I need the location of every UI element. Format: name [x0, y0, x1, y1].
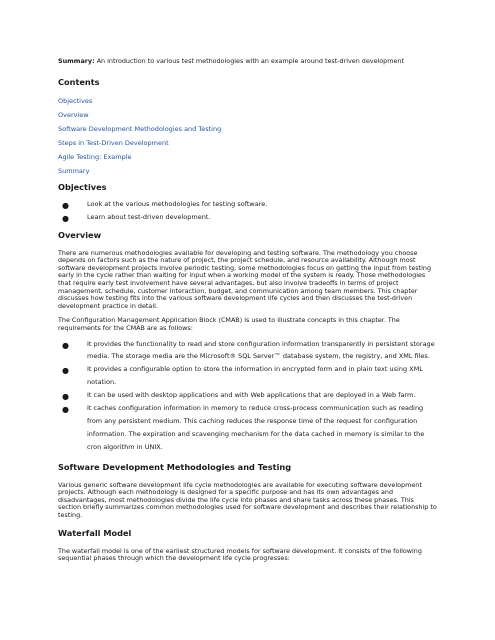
contents-heading: Contents	[58, 77, 100, 87]
toc-link-agile-example[interactable]: Agile Testing: Example	[58, 153, 132, 161]
list-item	[58, 389, 438, 402]
toc-link-overview[interactable]: Overview	[58, 111, 89, 119]
summary-text: An introduction to various test methodologies with an example around test-driven development	[94, 57, 404, 65]
list-item	[58, 363, 438, 389]
list-item-text: It caches configuration information in memory to reduce cross-process communication such as reading from any persistent medium. This caching reduces the response time of the request for configuration information. The expiration and scavenging mechanism for the data cached in memory is similar to the cron algorithm in UNIX.	[87, 404, 425, 451]
list-item-text: It provides the functionality to read and store configuration information transparently in persistent storage media. The storage media are the Microsoft® SQL Server™ database system, the registry, and XML files.	[87, 339, 435, 361]
overview-heading: Overview	[58, 229, 102, 240]
list-item	[58, 211, 438, 224]
bullet-icon: ●	[62, 201, 69, 210]
list-item	[58, 198, 438, 211]
toc-link-tdd-steps[interactable]: Steps in Test-Driven Development	[58, 139, 169, 147]
bullet-icon: ●	[62, 392, 69, 402]
summary-label: Summary:	[58, 57, 95, 65]
list-item-text: Learn about test-driven development.	[87, 212, 211, 221]
overview-paragraph-2: The Configuration Management Application Block (CMAB) is used to illustrate concepts in this chapter. The requirements for the CMAB are as follows:	[58, 316, 400, 332]
bullet-icon: ●	[62, 366, 69, 376]
waterfall-paragraph: The waterfall model is one of the earliest structured models for software development. It consists of the following sequential phases through which the development life cycle progresses:	[58, 546, 422, 563]
list-item-text: Look at the various methodologies for testing software.	[87, 200, 268, 208]
list-item-text: It can be used with desktop applications and with Web applications that are deployed in a Web farm.	[87, 391, 416, 400]
objectives-heading: Objectives	[58, 182, 107, 192]
bullet-icon: ●	[62, 340, 69, 350]
list-item	[58, 338, 438, 364]
cmab-requirements-list	[58, 338, 438, 454]
bullet-icon: ●	[62, 405, 69, 415]
table-of-contents	[58, 94, 438, 178]
toc-link-summary[interactable]: Summary	[58, 167, 90, 175]
list-item	[58, 402, 438, 454]
toc-link-objectives[interactable]: Objectives	[58, 97, 93, 105]
methodologies-heading: Software Development Methodologies and Testing	[58, 461, 292, 472]
methodologies-paragraph: Various generic software development life cycle methodologies are available for executing software development projects. Although each methodology is designed for a specific purpose and has its own advantages and disadvantages, most methodologies divide the life cycle into phases and share tasks across these phases. This section briefly summarizes common methodologies used for software development and describes their relationship to testing.	[58, 480, 437, 520]
summary-line	[58, 57, 438, 66]
objectives-list	[58, 198, 438, 224]
bullet-icon: ●	[62, 213, 69, 223]
document-body	[58, 57, 438, 563]
toc-link-methodologies[interactable]: Software Development Methodologies and Testing	[58, 125, 222, 133]
overview-paragraph-1: There are numerous methodologies available for developing and testing software. The methodology you choose depends on factors such as the nature of project, the project schedule, and resource availability. Although most software development projects involve periodic testing, some methodologies focus on getting the input from testing early in the cycle rather than waiting for input when a working model of the system is ready. Those methodologies that require early test involvement have several advantages, but also involve tradeoffs in terms of project management, schedule, customer interaction, budget, and communication among team members. This chapter discusses how testing fits into the various software development life cycles and then discusses the test-driven development practice in detail.	[58, 248, 432, 310]
waterfall-heading: Waterfall Model	[58, 527, 132, 538]
list-item-text: It provides a configurable option to store the information in encrypted form and in plain text using XML notation.	[87, 365, 423, 387]
